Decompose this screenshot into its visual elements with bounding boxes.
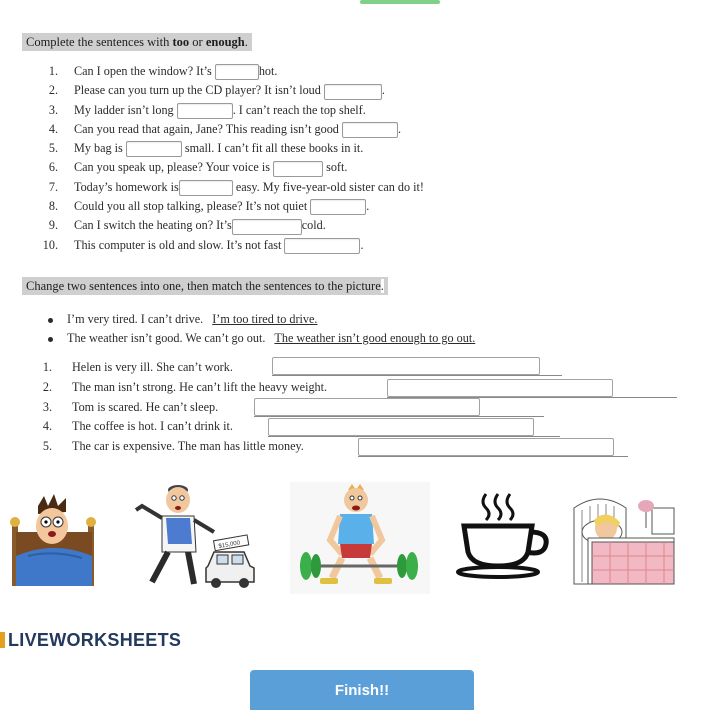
sick-girl-in-bed-icon (570, 488, 682, 586)
exercise2-item: 2. The man isn’t strong. He can’t lift the heavy weight. (42, 379, 328, 394)
man-and-car-price-icon (122, 482, 262, 592)
exercise2-item: 1. Helen is very ill. She can’t work. (42, 360, 233, 374)
answer-gap-5[interactable] (126, 141, 182, 157)
answer-gap-3[interactable] (177, 103, 233, 119)
answer-input-1[interactable] (272, 357, 540, 375)
svg-text:$15,000: $15,000 (218, 540, 241, 550)
answer-underline (254, 416, 544, 417)
weightlifter-icon (290, 482, 430, 594)
bullet-icon (48, 337, 53, 342)
answer-input-5[interactable] (358, 438, 614, 456)
exercise1-item: 4. Can you read that again, Jane? This reading isn’t good . (30, 120, 424, 139)
answer-gap-2[interactable] (324, 84, 382, 100)
answer-input-3[interactable] (254, 398, 480, 416)
answer-gap-6[interactable] (273, 161, 323, 177)
section2-heading: Change two sentences into one, then match the sentences to the picture. (22, 277, 388, 295)
exercise1-item: 8. Could you all stop talking, please? It’s not quiet . (30, 197, 424, 216)
answer-gap-7[interactable] (179, 180, 233, 196)
exercise1-item: 10. This computer is old and slow. It’s not fast . (30, 236, 424, 255)
exercise1-item: 3. My ladder isn’t long . I can’t reach the top shelf. (30, 101, 424, 120)
answer-gap-1[interactable] (215, 64, 259, 80)
example-list (48, 310, 475, 348)
answer-input-4[interactable] (268, 418, 534, 436)
answer-gap-10[interactable] (284, 238, 360, 254)
answer-underline (268, 436, 560, 437)
liveworksheets-logo: LIVEWORKSHEETS (0, 630, 181, 651)
example-item: I’m very tired. I can’t drive. I’m too tired to drive. (48, 310, 475, 329)
exercise2-item: 3. Tom is scared. He can’t sleep. (42, 399, 219, 414)
answer-gap-9[interactable] (232, 219, 302, 235)
answer-gap-8[interactable] (310, 199, 366, 215)
scared-boy-in-bed-icon (8, 492, 100, 592)
logo-mark-icon (0, 632, 5, 648)
example-item: The weather isn’t good. We can’t go out. The weather isn’t good enough to go out. (48, 329, 475, 348)
exercise1-item: 5. My bag is small. I can’t fit all these books in it. (30, 139, 424, 158)
exercise2-item: 5. The car is expensive. The man has little money. (42, 439, 304, 454)
exercise1-list (30, 62, 424, 255)
exercise1-item: 9. Can I switch the heating on? It’s cold. (30, 216, 424, 235)
exercise1-item: 7. Today’s homework is easy. My five-year-old sister can do it! (30, 178, 424, 197)
hot-coffee-cup-icon (456, 490, 552, 580)
answer-underline (272, 375, 562, 376)
answer-gap-4[interactable] (342, 122, 398, 138)
finish-button[interactable]: Finish!! (250, 670, 474, 710)
bullet-icon (48, 318, 53, 323)
top-progress-strip (360, 0, 440, 4)
section1-heading: Complete the sentences with too or enough. (22, 33, 252, 51)
exercise1-item: 6. Can you speak up, please? Your voice is soft. (30, 158, 424, 177)
exercise1-item: 1. Can I open the window? It’s hot. (30, 62, 424, 81)
exercise2-item: 4. The coffee is hot. I can’t drink it. (42, 419, 233, 434)
answer-input-2[interactable] (387, 379, 613, 397)
picture-row (0, 480, 704, 590)
answer-underline (358, 456, 628, 457)
exercise1-item: 2. Please can you turn up the CD player? It isn’t loud . (30, 81, 424, 100)
